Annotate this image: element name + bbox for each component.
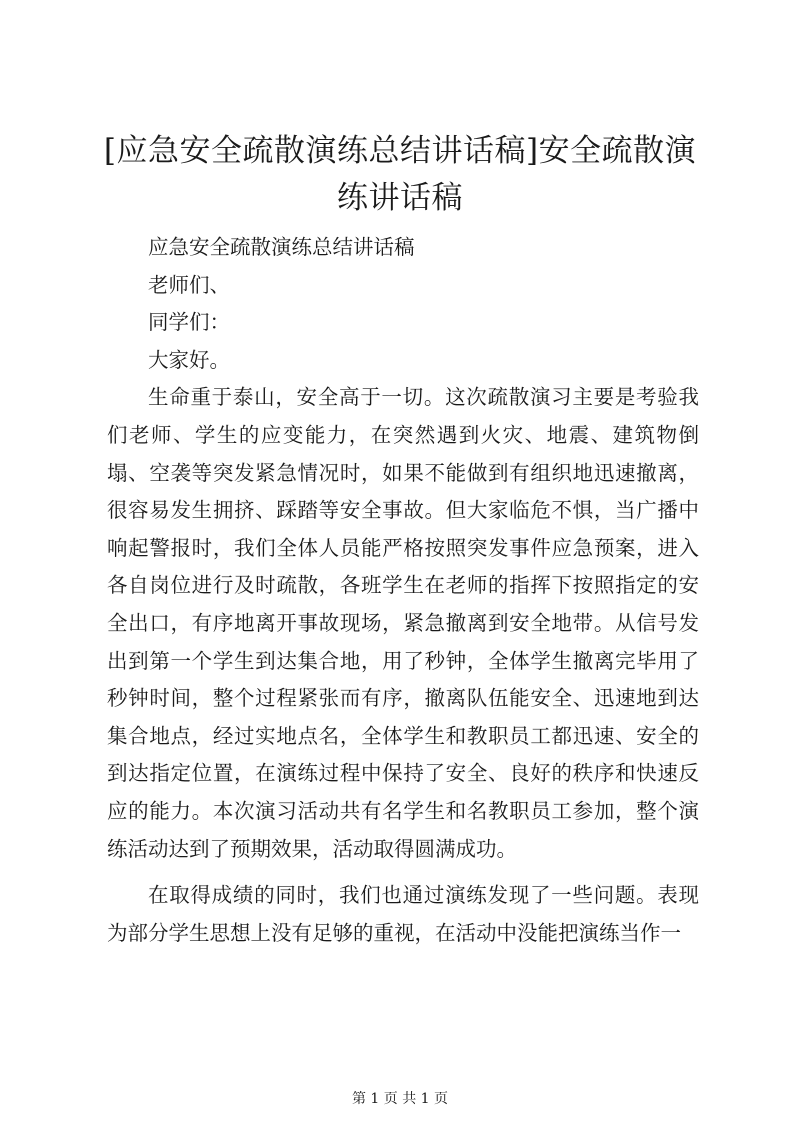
body-paragraph: 大家好。 <box>148 347 230 372</box>
body-paragraph: 同学们： <box>148 310 230 335</box>
body-paragraph: 生命重于泰山，安全高于一切。这次疏散演习主要是考验我们老师、学生的应变能力，在突然遇到火灾、地震、建筑物倒塌、空袭等突发紧急情况时，如果不能做到有组织地迅速撤离，很容易发生拥挤、踩踏等安全事故。但大家临危不惧，当广播中响起警报时，我们全体人员能严格按照突发事件应急预案，进入各自岗位进行及时疏散，各班学生在老师的指挥下按照指定的安全出口，有序地离开事故现场，紧急撤离到安全地带。从信号发出到第一个学生到达集合地，用了秒钟，全体学生撤离完毕用了秒钟时间，整个过程紧张而有序，撤离队伍能安全、迅速地到达集合地点，经过实地点名，全体学生和教职员工都迅速、安全的到达指定位置，在演练过程中保持了安全、良好的秩序和快速反应的能力。本次演习活动共有名学生和名教职员工参加，整个演练活动达到了预期效果，活动取得圆满成功。 <box>107 385 699 861</box>
document-body <box>107 229 699 952</box>
body-paragraph: 应急安全疏散演练总结讲话稿 <box>148 235 415 259</box>
body-paragraph: 在取得成绩的同时，我们也通过演练发现了一些问题。表现为部分学生思想上没有足够的重视，在活动中没能把演练当作一 <box>107 883 699 945</box>
body-paragraph: 老师们、 <box>148 272 230 297</box>
page-number: 第 1 页 共 1 页 <box>351 1091 449 1107</box>
document-title: [应急安全疏散演练总结讲话稿]安全疏散演练讲话稿 <box>103 133 697 216</box>
